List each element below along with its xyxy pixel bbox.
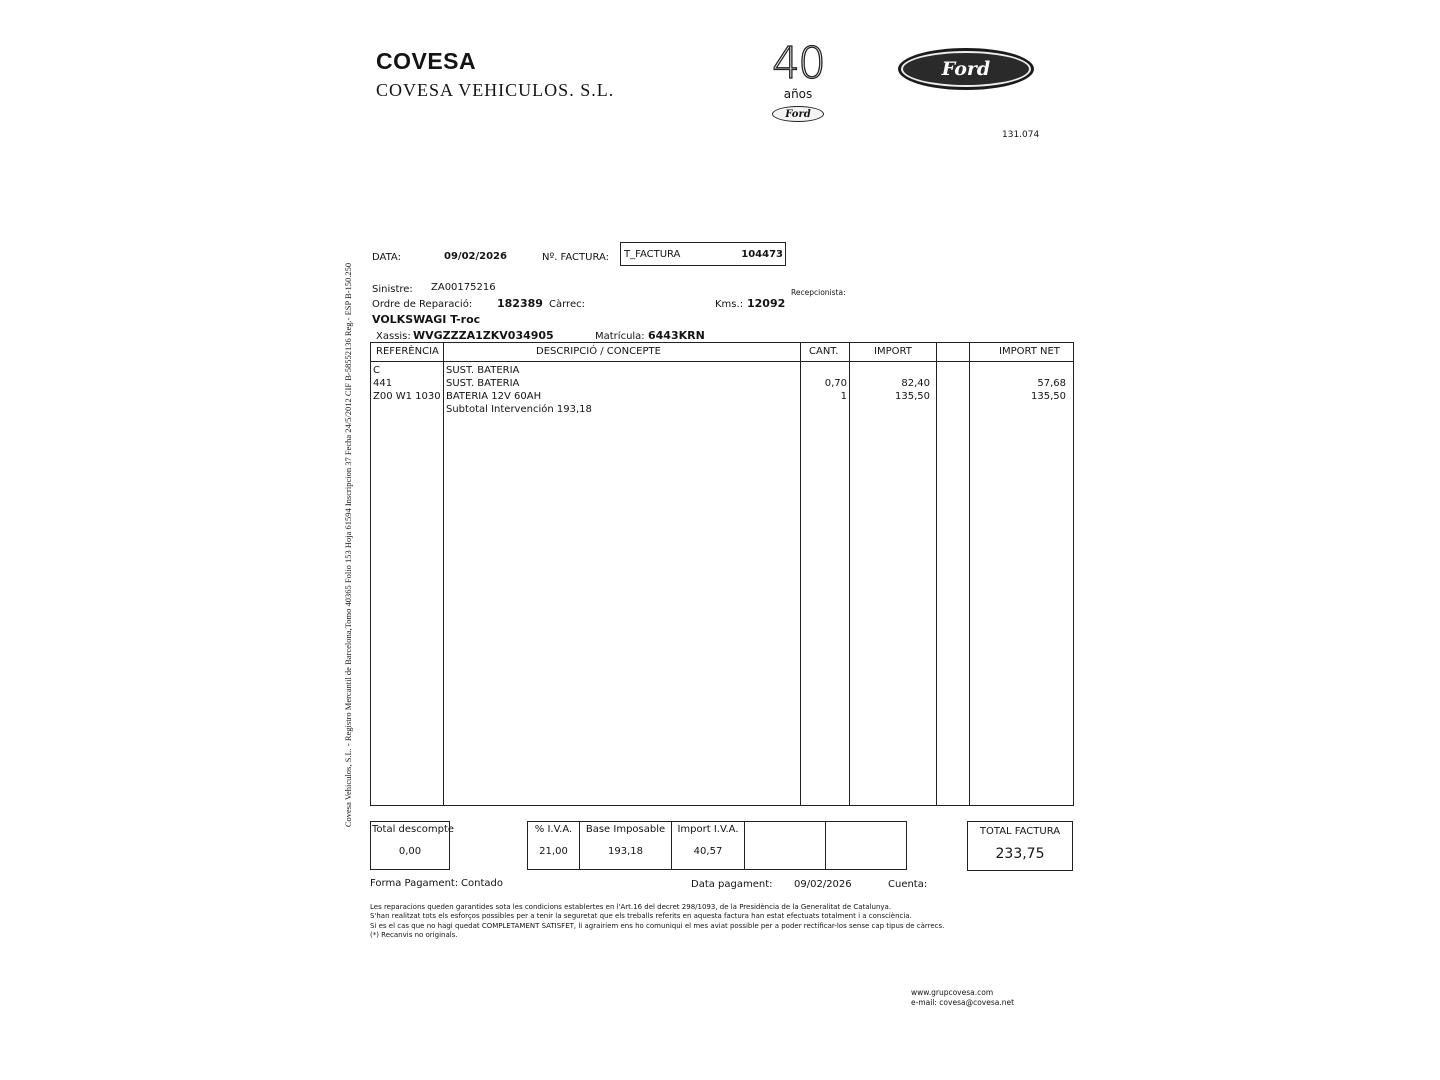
kms-value: 12092	[747, 297, 786, 310]
footer-contact	[911, 988, 1014, 1008]
anniversary-ford-badge: Ford	[772, 106, 824, 122]
claim-label: Sinistre:	[372, 284, 413, 295]
footer-note: (*) Recanvis no originals.	[370, 930, 458, 939]
discount-value: 0,00	[398, 846, 422, 857]
discount-label: Total descompte	[372, 824, 455, 835]
ford-logo	[898, 48, 1034, 90]
anniversary-label: años	[783, 87, 813, 101]
payment-date-label: Data pagament:	[691, 879, 773, 890]
chassis-number: WVGZZZA1ZKV034905	[413, 329, 554, 342]
header-quantity: CANT.	[809, 346, 839, 357]
footer-notes	[370, 903, 944, 940]
company-legal-name: COVESA VEHICULOS. S.L.	[376, 80, 615, 100]
payment-date: 09/02/2026	[794, 879, 852, 890]
items-table	[370, 342, 1074, 806]
header-import: IMPORT	[874, 346, 912, 357]
footer-note: Les reparacions queden garantides sota les condicions establertes en l'Art.16 del decret 298/1093, de la Presidència de la Generalitat de Catalunya.	[370, 903, 892, 911]
footer-note: Si es el cas que no hagi quedat COMPLETAMENT SATISFET, li agrairíem ens ho comuniqui el mes aviat possible per a poder rectificar-los sense cap tipus de càrrecs.	[370, 921, 945, 930]
row-description: SUST. BATERIA	[446, 378, 520, 389]
website: www.grupcovesa.com	[911, 988, 994, 997]
chassis-label: Xassis:	[376, 331, 411, 342]
row-import-net: 57,68	[1037, 378, 1066, 389]
row-description: BATERIA 12V 60AH	[446, 391, 542, 402]
company-name: COVESA	[376, 48, 477, 74]
payment-method-label: Forma Pagament:	[370, 878, 459, 889]
invoice-number-box	[620, 242, 786, 266]
registry-side-text	[343, 250, 353, 840]
document-code: 131.074	[1002, 130, 1040, 140]
row-reference: 441	[373, 378, 393, 389]
total-value: 233,75	[995, 846, 1045, 862]
payment-method: Contado	[461, 878, 503, 889]
date-label: DATA:	[372, 252, 401, 263]
row-reference: Z00 W1 1030	[373, 391, 441, 402]
repair-order-number: 182389	[497, 297, 543, 310]
vat-percent: 21,00	[539, 846, 568, 857]
discount-box	[370, 821, 455, 870]
repair-order-label: Ordre de Reparació:	[372, 299, 473, 310]
plate-number: 6443KRN	[648, 329, 705, 342]
row-quantity: 1	[840, 391, 847, 402]
header-reference: REFERÈNCIA	[376, 346, 439, 357]
row-import-net: 135,50	[1031, 391, 1066, 402]
row-quantity: 0,70	[824, 378, 847, 389]
footer-note: S'han realitzat tots els esforços possibles per a tenir la seguretat que els treballs referits en aquesta factura han estat efectuats totalment i a consciència.	[370, 912, 912, 921]
charge-label: Càrrec:	[549, 299, 585, 310]
total-label: TOTAL FACTURA	[979, 826, 1061, 837]
anniversary-logo	[758, 38, 838, 128]
kms-label: Kms.:	[715, 299, 744, 310]
email: e-mail: covesa@covesa.net	[911, 998, 1015, 1007]
anniversary-number: 40	[772, 38, 824, 89]
vat-box	[527, 821, 907, 870]
invoice-number: 104473	[741, 249, 783, 260]
account-label: Cuenta:	[888, 879, 928, 890]
invoice-type: T_FACTURA	[624, 249, 681, 260]
plate-label: Matrícula:	[595, 331, 645, 342]
vat-percent-label: % I.V.A.	[534, 824, 573, 835]
invoice-date: 09/02/2026	[444, 251, 507, 262]
row-description: SUST. BATERIA	[446, 365, 520, 376]
row-reference: C	[373, 365, 380, 376]
header-import-net: IMPORT NET	[999, 346, 1060, 357]
row-subtotal: Subtotal Intervención 193,18	[446, 404, 592, 415]
taxable-base: 193,18	[608, 846, 643, 857]
vat-amount-label: Import I.V.A.	[677, 824, 739, 835]
header-description: DESCRIPCIÓ / CONCEPTE	[536, 346, 661, 357]
taxable-base-label: Base Imposable	[585, 824, 666, 835]
registry-text: Covesa Vehiculos, S.L. - Registro Mercantil de Barcelona,Tomo 40365 Folio 153 Hoja 61594 Inscripcion 37 Fecha 24/5/2012 CIF B-58552136 Reg.- ESP B-150.250	[343, 262, 353, 828]
row-import: 82,40	[901, 378, 930, 389]
invoice-number-label: Nº. FACTURA:	[542, 252, 610, 263]
vehicle-model: VOLKSWAGI T-roc	[372, 313, 481, 326]
ford-logo-text: Ford	[901, 51, 1031, 87]
row-import: 135,50	[895, 391, 930, 402]
claim-number: ZA00175216	[431, 282, 496, 293]
total-box	[967, 821, 1073, 871]
vat-amount: 40,57	[693, 846, 723, 857]
receptionist-label: Recepcionista:	[791, 288, 846, 297]
